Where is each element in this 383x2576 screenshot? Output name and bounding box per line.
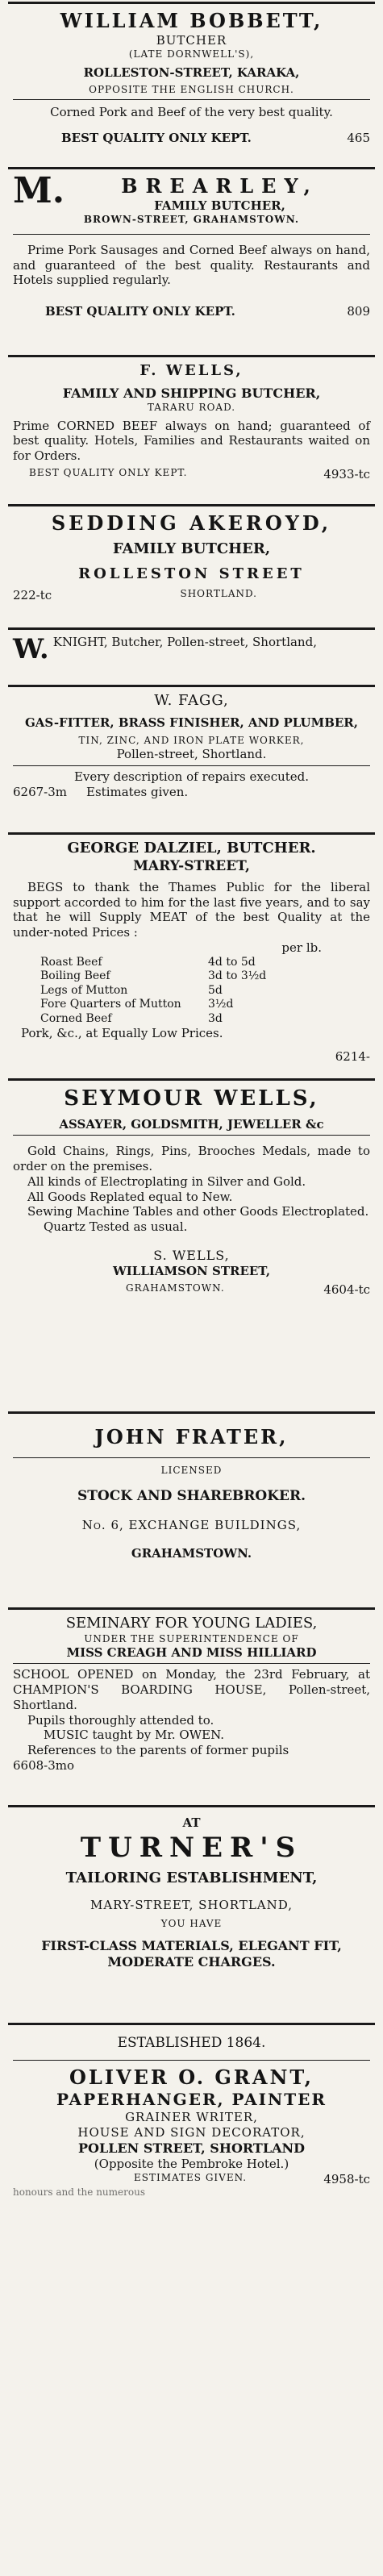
advertiser-name: W. FAGG, xyxy=(154,692,229,709)
price: 4d to 5d xyxy=(208,955,256,969)
address: TARARU ROAD. xyxy=(147,401,236,413)
para-3: MUSIC taught by Mr. OWEN. xyxy=(44,1728,224,1743)
para-5: Quartz Tested as usual. xyxy=(44,1219,188,1234)
trade: TAILORING ESTABLISHMENT, xyxy=(65,1869,318,1887)
para-4: Sewing Machine Tables and other Goods Electroplated. xyxy=(27,1204,369,1219)
advertiser-name: WILLIAM BOBBETT, xyxy=(60,9,323,32)
trade: FAMILY BUTCHER, xyxy=(112,540,271,557)
ad-body: BEGS to thank the Thames Public for the liberal support accorded to him for the last five years, and to say that he will Supply MEAT of the best Quality at the under-noted Prices : xyxy=(13,879,370,940)
divider xyxy=(13,765,370,766)
ad-seminary xyxy=(8,1610,375,1805)
cutoff-text: honours and the numerous xyxy=(13,2186,145,2199)
ref-number: 4933-tc xyxy=(323,466,370,481)
initial: M. xyxy=(13,170,65,211)
divider xyxy=(13,99,370,100)
address: WILLIAMSON STREET, xyxy=(112,1263,271,1278)
ad-body: KNIGHT, Butcher, Pollen-street, Shortland, xyxy=(52,635,317,649)
address: No. 6, EXCHANGE BUILDINGS, xyxy=(81,1518,302,1533)
at-label: AT xyxy=(182,1815,201,1830)
trade: ASSAYER, GOLDSMITH, JEWELLER &c xyxy=(59,1116,324,1132)
address: BROWN-STREET, GRAHAMSTOWN. xyxy=(83,213,300,225)
ad-wells-butcher xyxy=(8,357,375,504)
ref-number: 809 xyxy=(347,304,370,319)
ad-brearley xyxy=(8,169,375,355)
ad-frater xyxy=(8,1414,375,1607)
trade: PAPERHANGER, PAINTER xyxy=(56,2090,327,2110)
ad-body: Prime Pork Sausages and Corned Beef always on hand, and guaranteed of the best quality. Restaurants and Hotels supplied regularly. xyxy=(13,242,370,288)
trade-line-2: GRAINER WRITER, xyxy=(125,2110,258,2125)
para-1: Gold Chains, Rings, Pins, Brooches Medals, made to order on the premises. xyxy=(13,1144,370,1173)
ref-number: 6608-3mo xyxy=(13,1757,75,1773)
para-2: Pupils thoroughly attended to. xyxy=(27,1712,214,1728)
price-row xyxy=(37,969,269,984)
ad-turner xyxy=(8,1807,375,2023)
trade: BUTCHER xyxy=(156,33,227,48)
footer: BEST QUALITY ONLY KEPT. xyxy=(61,131,252,146)
ad-body: Corned Pork and Beef of the very best quality. xyxy=(50,104,333,119)
signature: S. WELLS, xyxy=(153,1247,230,1263)
item: Corned Beef xyxy=(40,1011,112,1025)
trade: GAS-FITTER, BRASS FINISHER, AND PLUMBER, xyxy=(24,715,358,730)
item: Boiling Beef xyxy=(40,969,110,982)
ad-fagg xyxy=(8,687,375,832)
ad-body: Every description of repairs executed. xyxy=(73,769,310,784)
footer: BEST QUALITY ONLY KEPT. xyxy=(45,304,235,319)
divider xyxy=(13,2060,370,2061)
advertiser-name: JOHN FRATER, xyxy=(94,1425,289,1448)
divider xyxy=(13,234,370,235)
teachers: MISS CREAGH AND MISS HILLIARD xyxy=(66,1644,317,1660)
address: MARY-STREET, xyxy=(133,857,250,874)
seminary-title: SEMINARY FOR YOUNG LADIES, xyxy=(65,1615,318,1632)
price: 3d to 3½d xyxy=(208,969,267,982)
ref-number: 6214- xyxy=(335,1048,370,1064)
price-row xyxy=(37,956,269,970)
price-row xyxy=(37,998,269,1012)
estimates: ESTIMATES GIVEN. xyxy=(134,2171,248,2183)
advertiser-name: SEDDING AKEROYD, xyxy=(51,511,332,535)
address: ROLLESTON-STREET, KARAKA, xyxy=(83,65,300,80)
initial: W. xyxy=(13,633,49,665)
ad-body: Prime CORNED BEEF always on hand; guaranteed of best quality. Hotels, Families and Restaurants waited on for Orders. xyxy=(13,418,370,463)
late-note: (LATE DORNWELL'S), xyxy=(128,48,255,60)
trade-line-3: HOUSE AND SIGN DECORATOR, xyxy=(77,2125,306,2140)
you-have: YOU HAVE xyxy=(160,1917,223,1929)
divider xyxy=(13,1457,370,1458)
ad-knight xyxy=(8,630,375,685)
locality: GRAHAMSTOWN. xyxy=(126,1282,225,1294)
item: Legs of Mutton xyxy=(40,983,128,997)
ad-body: SCHOOL OPENED on Monday, the 23rd February, at CHAMPION'S BOARDING HOUSE, Pollen-street, Shortland. xyxy=(13,1667,370,1712)
divider xyxy=(13,1663,370,1664)
advertiser-name: BREARLEY, xyxy=(121,174,318,198)
trade: STOCK AND SHAREBROKER. xyxy=(77,1488,306,1504)
price-row xyxy=(37,1012,269,1027)
price-row xyxy=(37,984,269,998)
advertiser-name: GEORGE DALZIEL, BUTCHER. xyxy=(67,840,316,857)
item: Fore Quarters of Mutton xyxy=(40,998,181,1011)
estimates: Estimates given. xyxy=(86,784,189,799)
price-unit: per lb. xyxy=(281,940,322,955)
price: 3½d xyxy=(208,998,234,1011)
ad-akeroyd xyxy=(8,506,375,627)
locality: GRAHAMSTOWN. xyxy=(131,1546,252,1561)
ad-bobbett xyxy=(8,4,375,167)
advertiser-name: OLIVER O. GRANT, xyxy=(69,2065,314,2090)
item: Roast Beef xyxy=(40,955,102,969)
para-2: All kinds of Electroplating in Silver and Gold. xyxy=(27,1173,306,1189)
licensed: LICENSED xyxy=(160,1465,223,1476)
para-3: All Goods Replated equal to New. xyxy=(27,1189,233,1204)
trade: FAMILY AND SHIPPING BUTCHER, xyxy=(62,385,321,401)
price: 3d xyxy=(208,1011,223,1025)
advertiser-name: TURNER'S xyxy=(80,1831,303,1864)
footer: BEST QUALITY ONLY KEPT. xyxy=(29,466,188,478)
ref-number: 465 xyxy=(347,131,370,146)
address: Pollen-street, Shortland. xyxy=(116,747,267,762)
advertiser-name: SEYMOUR WELLS, xyxy=(64,1086,319,1111)
advertiser-name: F. WELLS, xyxy=(139,362,244,379)
ref-number: 6267-3m xyxy=(13,784,68,799)
superintendence: UNDER THE SUPERINTENDENCE OF xyxy=(84,1632,299,1644)
address: ROLLESTON STREET xyxy=(78,565,305,582)
ad-seymour-wells xyxy=(8,1081,375,1411)
landmark: (Opposite the Pembroke Hotel.) xyxy=(94,2156,289,2171)
price-table xyxy=(37,956,269,1027)
ref-number: 4958-tc xyxy=(323,2171,370,2186)
newspaper-column xyxy=(8,0,375,2199)
established: ESTABLISHED 1864. xyxy=(117,2035,266,2051)
address: MARY-STREET, SHORTLAND, xyxy=(90,1897,293,1912)
ref-number: 222-tc xyxy=(13,588,52,602)
price: 5d xyxy=(208,983,223,997)
landmark: OPPOSITE THE ENGLISH CHURCH. xyxy=(89,83,294,95)
ad-dalziel xyxy=(8,835,375,1078)
trade: FAMILY BUTCHER, xyxy=(154,198,285,213)
footer: Pork, &c., at Equally Low Prices. xyxy=(21,1026,223,1040)
ad-body: FIRST-CLASS MATERIALS, ELEGANT FIT, MODERATE CHARGES. xyxy=(41,1937,342,1970)
ref-number: 4604-tc xyxy=(323,1282,370,1297)
address: POLLEN STREET, SHORTLAND xyxy=(78,2140,305,2156)
ad-grant xyxy=(8,2025,375,2199)
locality: SHORTLAND. xyxy=(180,588,257,599)
para-4: References to the parents of former pupils xyxy=(27,1743,289,1757)
trade-line-2: TIN, ZINC, AND IRON PLATE WORKER, xyxy=(78,735,305,747)
divider xyxy=(13,1135,370,1136)
